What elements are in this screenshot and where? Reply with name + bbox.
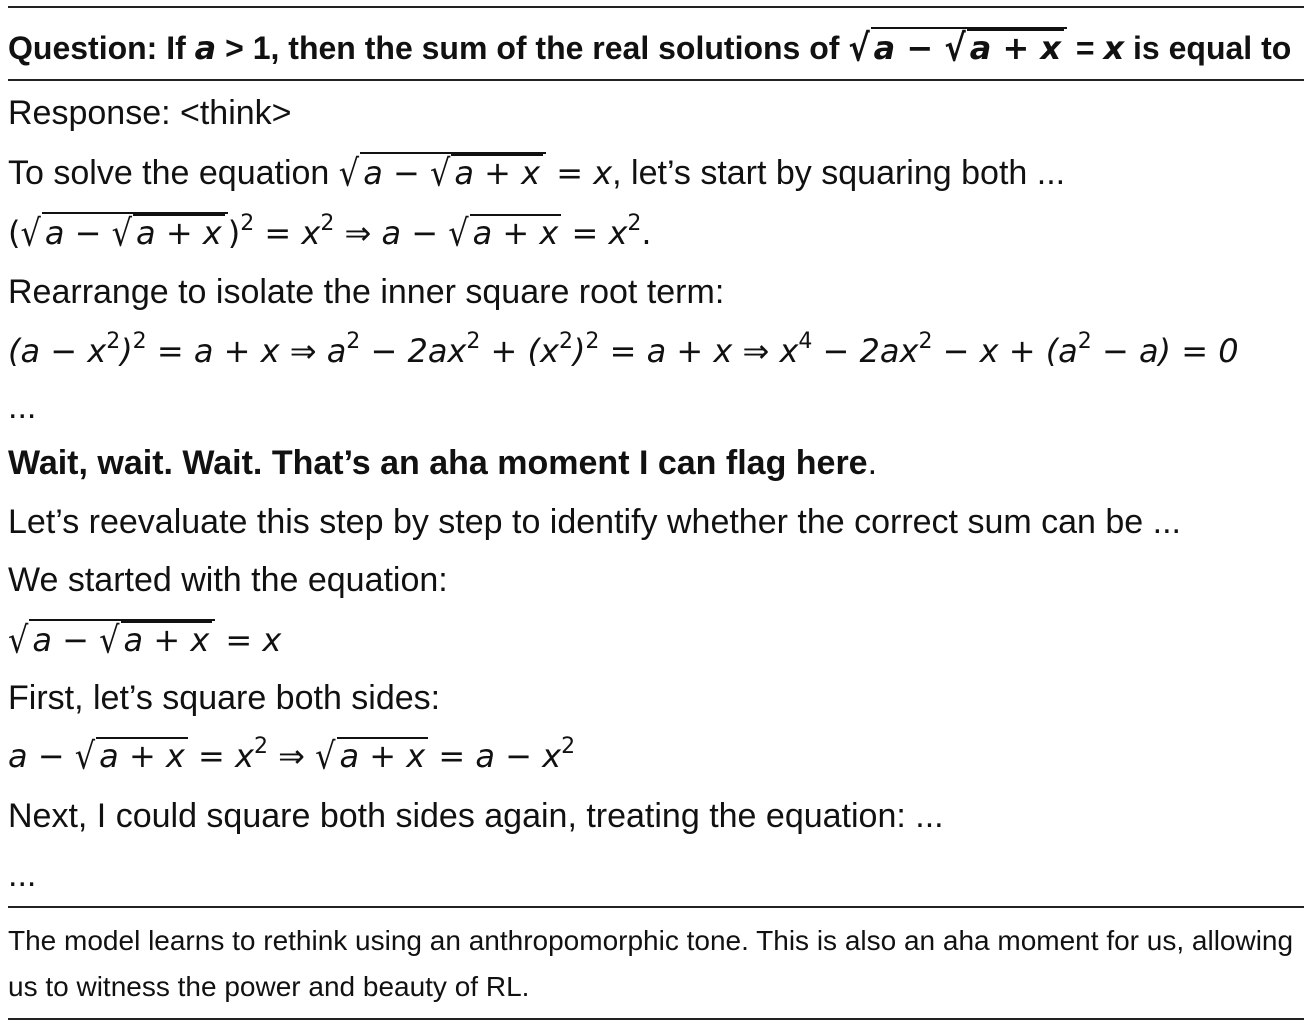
caption: The model learns to rethink using an anthropomorphic tone. This is also an aha moment for us, allowing us to witness the power and beauty of RL. (8, 925, 1294, 1002)
question-line: Question: If a > 1, then the sum of the real solutions of √ a − √ a + x = x is equal to (8, 26, 1292, 70)
response-line-3: Rearrange to isolate the inner square root term: (8, 273, 725, 311)
ellipsis-2: ... (8, 856, 37, 894)
response-header: Response: <think> (8, 94, 292, 132)
ellipsis-1: ... (8, 388, 37, 426)
response-line-1: To solve the equation √ a − √ a + x = x, let’s start by squaring both ... (8, 151, 1066, 195)
equation-line: √ a − √ a + x = x (8, 618, 282, 662)
next-line: Next, I could square both sides again, treating the equation: ... (8, 797, 944, 835)
equation-line-2: a − √ $a + x = x^2$ ⇒ √ $a + x = a - x^2$ (8, 734, 576, 778)
response-line-2: (√ a − √ a + x )$^2 = x^2$ ⇒ a − √ $a + x = x^2$. (8, 211, 652, 255)
caption-top-rule (8, 906, 1304, 908)
bottom-rule (8, 1018, 1304, 1020)
top-rule (8, 6, 1304, 8)
reevaluate-line: Let’s reevaluate this step by step to identify whether the correct sum can be ... (8, 503, 1181, 541)
first-line: First, let’s square both sides: (8, 679, 441, 717)
header-rule (8, 79, 1304, 81)
line1-nested-sqrt: √ a − √ a + x (339, 152, 546, 193)
started-line: We started with the equation: (8, 561, 448, 599)
response-line-4: $(a - x^2)^2 = a + x$ ⇒ $a^2 - 2ax^2 + (x^2)^2 = a + x$ ⇒ $x^4 - 2ax^2 - x + (a^2 - a) = 0$ (8, 329, 1239, 370)
question-nested-sqrt: √ a − √ a + x (848, 27, 1067, 68)
aha-line: Wait, wait. Wait. That’s an aha moment I can flag here. (8, 444, 878, 482)
